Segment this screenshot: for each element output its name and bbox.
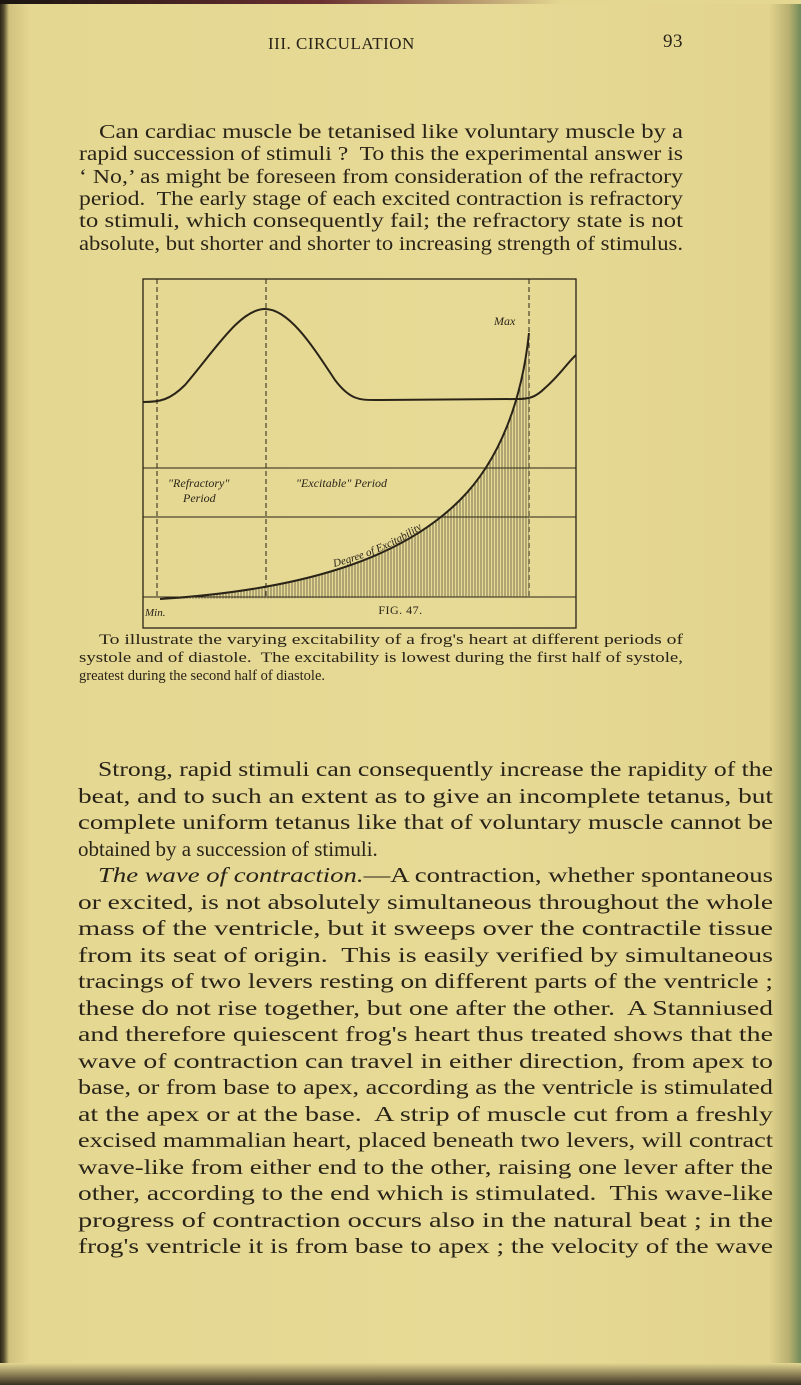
- text-line: [98, 757, 773, 782]
- text-line: [78, 942, 773, 968]
- line-text: period. The early stage of each excited contraction is refractory: [79, 187, 683, 210]
- line-text: other, according to the end which is stimulated. This wave-like: [78, 1181, 773, 1205]
- line-text: or excited, is not absolutely simultaneous throughout the whole: [78, 889, 773, 914]
- text-line: [79, 650, 683, 667]
- line-text: Strong, rapid stimuli can consequently increase the rapidity of the: [98, 757, 773, 781]
- refractory-period-label: Period: [183, 491, 216, 505]
- text-line: [78, 1101, 773, 1127]
- page-edge-bottom: [0, 1363, 801, 1385]
- page-number: 93: [663, 31, 683, 52]
- running-title: III. CIRCULATION: [268, 34, 415, 53]
- text-line: [78, 1234, 773, 1259]
- line-text: excised mammalian heart, placed beneath two levers, will contract: [78, 1128, 773, 1152]
- excitable-period-label: "Excitable" Period: [296, 476, 388, 490]
- text-line: [78, 1048, 773, 1074]
- line-text: Can cardiac muscle be tetanised like voluntary muscle by a: [99, 121, 683, 143]
- line-text: to stimuli, which consequently fail; the refractory state is not: [79, 210, 683, 233]
- text-line: [78, 1154, 773, 1180]
- line-text: frog's ventricle it is from base to apex ; the velocity of the wave: [78, 1234, 773, 1258]
- line-text: progress of contraction occurs also in the natural beat ; in the: [78, 1207, 773, 1232]
- text-line: [98, 863, 773, 888]
- degree-of-excitability-label: Degree of Excitability: [331, 521, 425, 570]
- text-line: [78, 1181, 773, 1206]
- text-line: [78, 969, 773, 994]
- min-label: Min.: [145, 607, 166, 619]
- section-title: The wave of contraction.: [98, 863, 364, 887]
- line-text: rapid succession of stimuli ? To this the experimental answer is: [79, 143, 683, 166]
- line-text: and therefore quiescent frog's heart thus treated shows that the: [78, 1022, 773, 1046]
- text-line: [78, 783, 773, 809]
- refractory-label: "Refractory": [168, 476, 230, 490]
- line-text: complete uniform tetanus like that of voluntary muscle cannot be: [78, 810, 773, 834]
- line-text: absolute, but shorter and shorter to increasing strength of stimulus.: [79, 232, 683, 255]
- line-text: ‘ No,’ as might be foreseen from consideration of the refractory: [79, 165, 683, 188]
- line-text: systole and of diastole. The excitability is lowest during the first half of systole,: [79, 650, 683, 666]
- text-line: [78, 916, 773, 941]
- text-line: [78, 995, 773, 1021]
- text-line: [78, 889, 773, 915]
- line-text: To illustrate the varying excitability of a frog's heart at different periods of: [99, 632, 683, 648]
- text-line: [78, 1207, 773, 1233]
- line-text: obtained by a succession of stimuli.: [78, 836, 378, 861]
- text-line: [79, 668, 325, 685]
- text-line: [78, 1022, 773, 1047]
- text-line: [78, 837, 378, 862]
- text-line: [78, 1075, 773, 1100]
- line-text: —A contraction, whether spontaneous: [363, 863, 773, 887]
- line-text: beat, and to such an extent as to give an incomplete tetanus, but: [78, 783, 773, 808]
- line-text: tracings of two levers resting on different parts of the ventricle ;: [78, 969, 773, 993]
- line-text: wave-like from either end to the other, raising one lever after the: [78, 1154, 773, 1179]
- line-text: greatest during the second half of diastole.: [79, 668, 326, 684]
- line-text: at the apex or at the base. A strip of muscle cut from a freshly: [78, 1101, 773, 1126]
- line-text: mass of the ventricle, but it sweeps over the contractile tissue: [78, 916, 773, 940]
- figure-number: FIG. 47.: [378, 603, 423, 617]
- text-line: [78, 1128, 773, 1153]
- line-text: these do not rise together, but one after the other. A Stanniused: [78, 995, 773, 1020]
- line-text: from its seat of origin. This is easily verified by simultaneous: [78, 942, 773, 967]
- text-line: [78, 810, 773, 835]
- line-text: wave of contraction can travel in either direction, from apex to: [78, 1048, 773, 1073]
- max-label: Max: [494, 314, 516, 328]
- text-line: [99, 632, 683, 649]
- line-text: base, or from base to apex, according as the ventricle is stimulated: [78, 1075, 773, 1099]
